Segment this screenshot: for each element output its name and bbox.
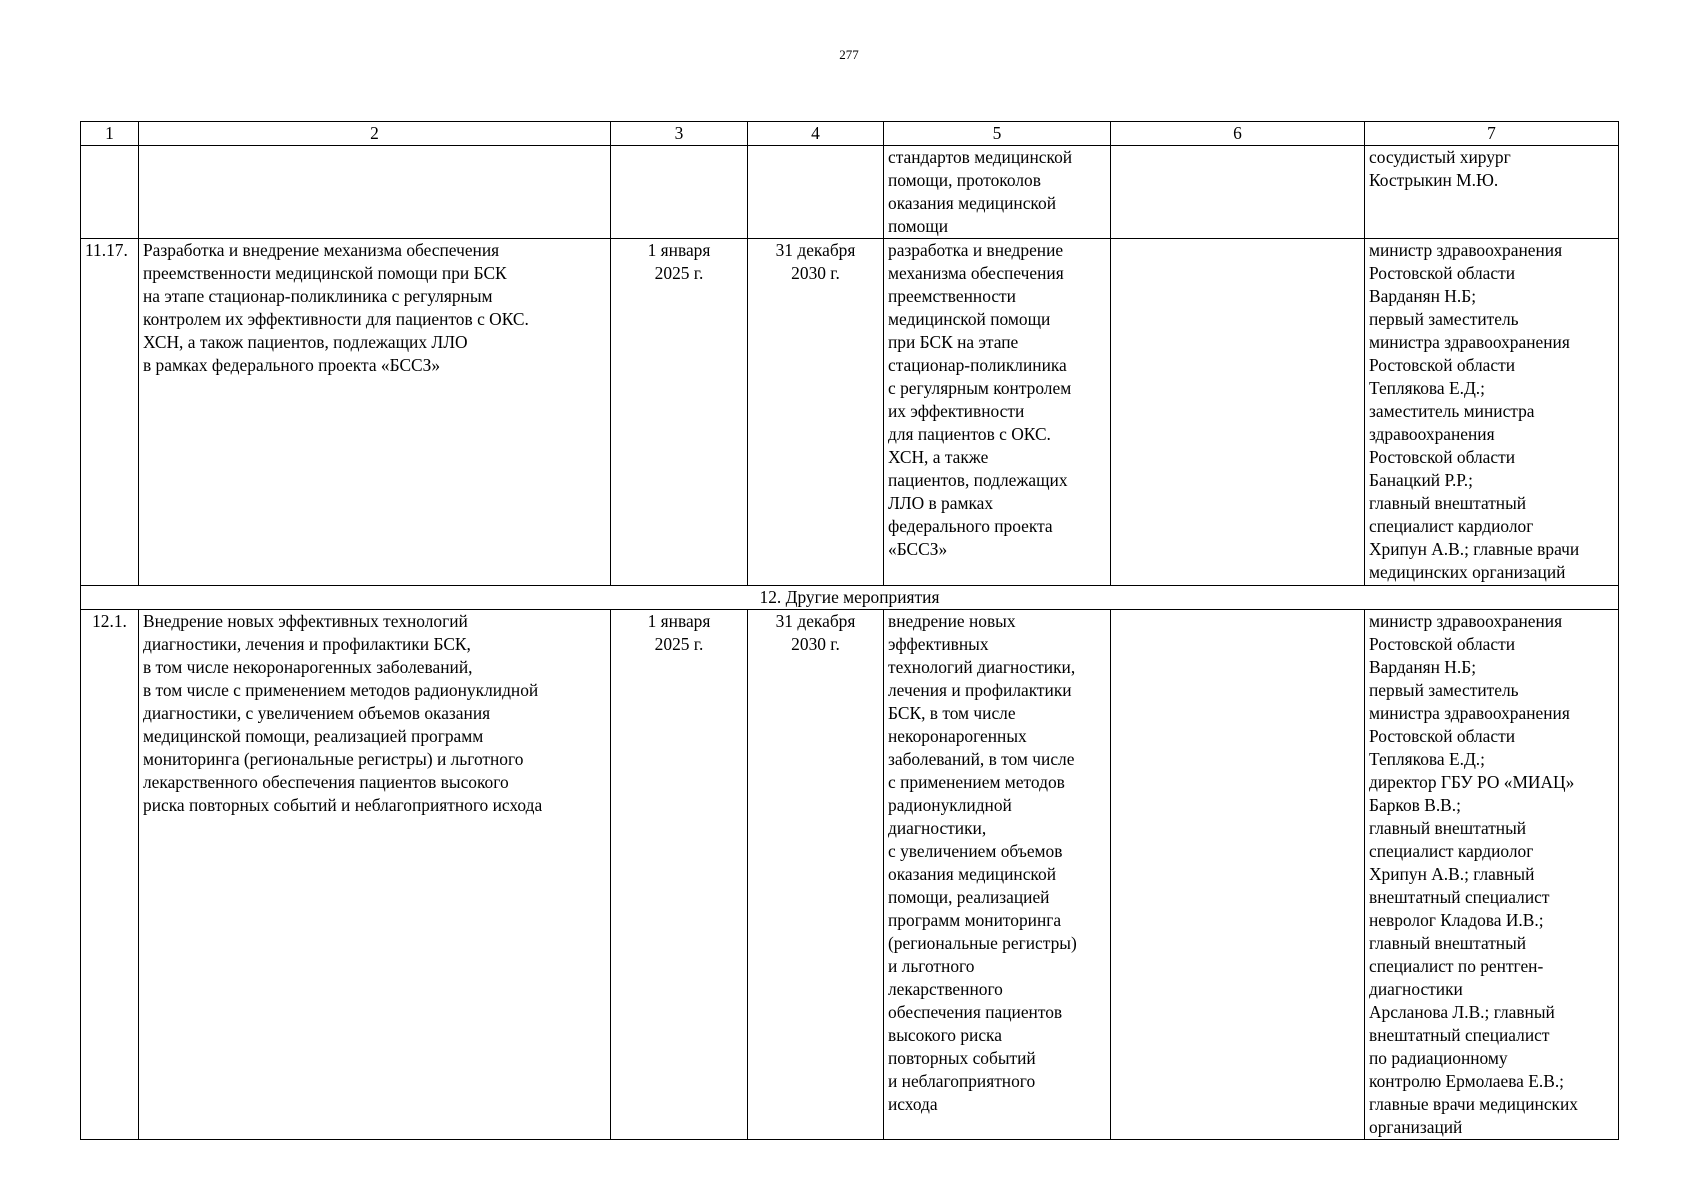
row-number-cell	[81, 146, 139, 239]
column-header: 7	[1365, 122, 1619, 146]
indicator-cell	[1111, 239, 1365, 586]
result-cell: стандартов медицинской помощи, протоколов оказания медицинской помощи	[884, 146, 1111, 239]
table-row	[81, 239, 1619, 586]
table-row	[81, 146, 1619, 239]
column-header: 3	[611, 122, 748, 146]
column-header: 2	[139, 122, 611, 146]
plan-table	[80, 121, 1619, 1140]
column-header: 4	[748, 122, 884, 146]
row-number-cell: 11.17.	[81, 239, 139, 586]
responsible-cell: сосудистый хирург Кострыкин М.Ю.	[1365, 146, 1619, 239]
end-date-cell: 31 декабря 2030 г.	[748, 610, 884, 1140]
page-number: 277	[839, 47, 859, 62]
start-date-cell	[611, 146, 748, 239]
event-cell	[139, 146, 611, 239]
end-date-cell	[748, 146, 884, 239]
column-header: 5	[884, 122, 1111, 146]
indicator-cell	[1111, 146, 1365, 239]
section-row	[81, 586, 1619, 610]
column-header-row	[81, 122, 1619, 146]
responsible-cell: министр здравоохранения Ростовской области Варданян Н.Б; первый заместитель министра здравоохранения Ростовской области Теплякова Е.Д.; директор ГБУ РО «МИАЦ» Барков В.В.; главный внештатный специалист кардиолог Хрипун А.В.; главный внештатный специалист невролог Кладова И.В.; главный внештатный специалист по рентген- диагностики Арсланова Л.В.; главный внештатный специалист по радиационному контролю Ермолаева Е.В.; главные врачи медицинских организаций	[1365, 610, 1619, 1140]
column-header: 6	[1111, 122, 1365, 146]
column-header: 1	[81, 122, 139, 146]
responsible-cell: министр здравоохранения Ростовской области Варданян Н.Б; первый заместитель министра здравоохранения Ростовской области Теплякова Е.Д.; заместитель министра здравоохранения Ростовской области Банацкий Р.Р.; главный внештатный специалист кардиолог Хрипун А.В.; главные врачи медицинских организаций	[1365, 239, 1619, 586]
result-cell: разработка и внедрение механизма обеспечения преемственности медицинской помощи при БСК на этапе стационар-поликлиника с регулярным контролем их эффективности для пациентов с ОКС. ХСН, а также пациентов, подлежащих ЛЛО в рамках федерального проекта «БССЗ»	[884, 239, 1111, 586]
start-date-cell: 1 января 2025 г.	[611, 610, 748, 1140]
result-cell: внедрение новых эффективных технологий диагностики, лечения и профилактики БСК, в том числе некоронарогенных заболеваний, в том числе с применением методов радионуклидной диагностики, с увеличением объемов оказания медицинской помощи, реализацией программ мониторинга (региональные регистры) и льготного лекарственного обеспечения пациентов высокого риска повторных событий и неблагоприятного исхода	[884, 610, 1111, 1140]
row-number-cell: 12.1.	[81, 610, 139, 1140]
start-date-cell: 1 января 2025 г.	[611, 239, 748, 586]
end-date-cell: 31 декабря 2030 г.	[748, 239, 884, 586]
indicator-cell	[1111, 610, 1365, 1140]
event-cell: Разработка и внедрение механизма обеспечения преемственности медицинской помощи при БСК на этапе стационар-поликлиника с регулярным контролем их эффективности для пациентов с ОКС. ХСН, а також пациентов, подлежащих ЛЛО в рамках федерального проекта «БССЗ»	[139, 239, 611, 586]
table-row	[81, 610, 1619, 1140]
section-title: 12. Другие мероприятия	[81, 586, 1619, 610]
event-cell: Внедрение новых эффективных технологий диагностики, лечения и профилактики БСК, в том числе некоронарогенных заболеваний, в том числе с применением методов радионуклидной диагностики, с увеличением объемов оказания медицинской помощи, реализацией программ мониторинга (региональные регистры) и льготного лекарственного обеспечения пациентов высокого риска повторных событий и неблагоприятного исхода	[139, 610, 611, 1140]
